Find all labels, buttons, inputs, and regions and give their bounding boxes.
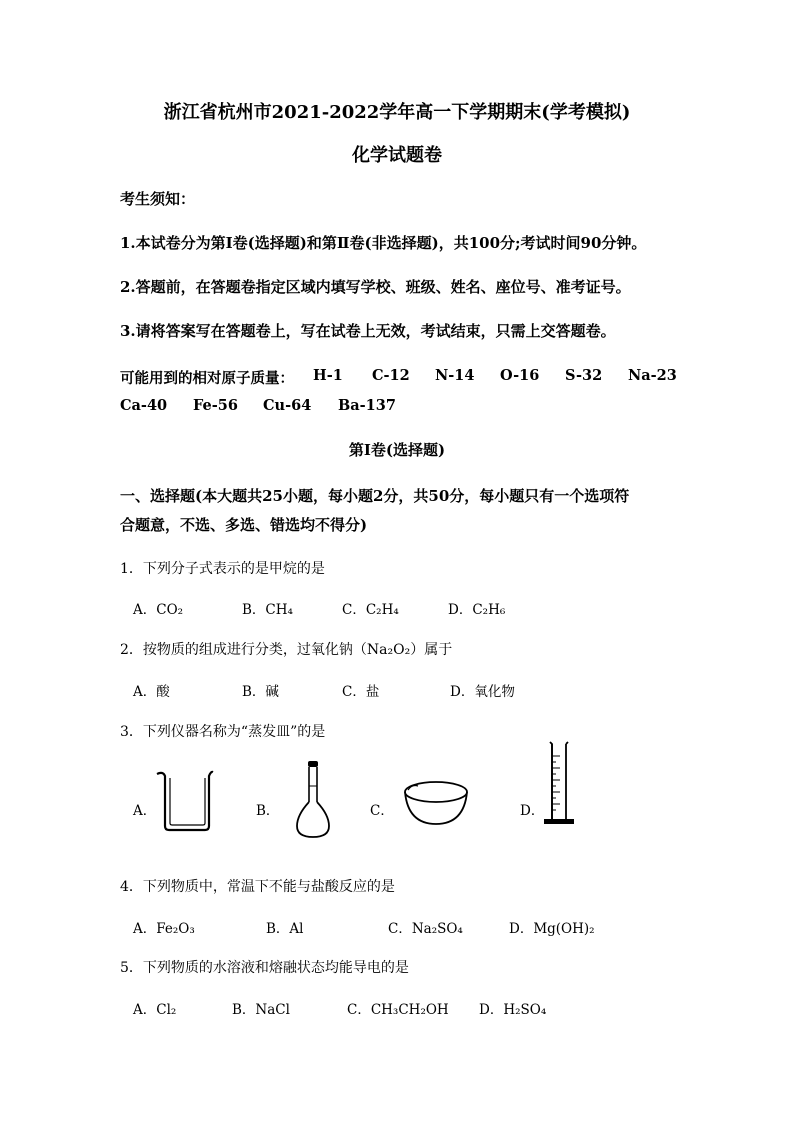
- atomic-mass-Fe: Fe-56: [193, 397, 238, 414]
- graduated-cylinder-icon: [542, 740, 576, 828]
- question-3-stem: 3．下列仪器名称为“蒸发皿”的是: [120, 724, 326, 740]
- question-1-option-c: C．C₂H₄: [342, 602, 399, 618]
- atomic-mass-Ba: Ba-137: [338, 397, 396, 414]
- question-5-option-b: B．NaCl: [232, 1002, 290, 1018]
- question-4-option-b: B．Al: [266, 921, 304, 937]
- page-subtitle: 化学试题卷: [352, 145, 442, 166]
- part1-title: 第Ⅰ卷(选择题): [348, 441, 446, 459]
- question-4-stem: 4．下列物质中，常温下不能与盐酸反应的是: [120, 879, 395, 895]
- question-4-option-a: A．Fe₂O₃: [133, 921, 195, 937]
- question-2-option-c: C．盐: [342, 684, 380, 700]
- section-instructions-line1: 一、选择题(本大题共25小题，每小题2分，共50分，每小题只有一个选项符: [120, 487, 630, 505]
- question-1-option-b: B．CH₄: [242, 602, 293, 618]
- atomic-mass-label: 可能用到的相对原子质量：: [120, 370, 294, 387]
- notice-item-3: 3.请将答案写在答题卷上，写在试卷上无效，考试结束，只需上交答题卷。: [120, 322, 616, 340]
- question-5-stem: 5．下列物质的水溶液和熔融状态均能导电的是: [120, 960, 409, 976]
- atomic-mass-H: H-1: [313, 367, 343, 384]
- question-2-option-d: D．氧化物: [450, 684, 515, 700]
- notice-item-1: 1.本试卷分为第Ⅰ卷(选择题)和第Ⅱ卷(非选择题)，共100分;考试时间90分钟。: [120, 234, 647, 252]
- question-5-option-d: D．H₂SO₄: [479, 1002, 547, 1018]
- question-2-option-b: B．碱: [242, 684, 279, 700]
- question-1-option-d: D．C₂H₆: [448, 602, 506, 618]
- atomic-mass-Cu: Cu-64: [263, 397, 312, 414]
- atomic-mass-N: N-14: [435, 367, 475, 384]
- atomic-mass-C: C-12: [372, 367, 410, 384]
- beaker-icon: [155, 768, 215, 832]
- atomic-mass-Ca: Ca-40: [120, 397, 168, 414]
- question-4-option-c: C．Na₂SO₄: [388, 921, 463, 937]
- question-3-option-d: D．: [520, 803, 545, 819]
- question-1-stem: 1．下列分子式表示的是甲烷的是: [120, 561, 325, 577]
- atomic-mass-Na: Na-23: [628, 367, 677, 384]
- question-3-option-c: C．: [370, 803, 394, 819]
- question-3-option-a: A．: [133, 803, 157, 819]
- question-1-option-a: A．CO₂: [133, 602, 184, 618]
- page-title: 浙江省杭州市2021-2022学年高一下学期期末(学考模拟): [163, 102, 631, 123]
- question-3-option-b: B．: [256, 803, 280, 819]
- question-2-stem: 2．按物质的组成进行分类，过氧化钠（Na₂O₂）属于: [120, 642, 453, 658]
- section-instructions-line2: 合题意，不选、多选、错选均不得分): [120, 516, 368, 534]
- notice-item-2: 2.答题前，在答题卷指定区域内填写学校、班级、姓名、座位号、准考证号。: [120, 278, 631, 296]
- notice-heading: 考生须知：: [120, 190, 196, 208]
- atomic-mass-S: S-32: [565, 367, 603, 384]
- question-4-option-d: D．Mg(OH)₂: [509, 921, 595, 937]
- volumetric-flask-icon: [293, 760, 333, 840]
- atomic-mass-O: O-16: [500, 367, 540, 384]
- evaporating-dish-icon: [402, 778, 470, 828]
- question-2-option-a: A．酸: [133, 684, 170, 700]
- question-5-option-c: C．CH₃CH₂OH: [347, 1002, 449, 1018]
- question-5-option-a: A．Cl₂: [133, 1002, 177, 1018]
